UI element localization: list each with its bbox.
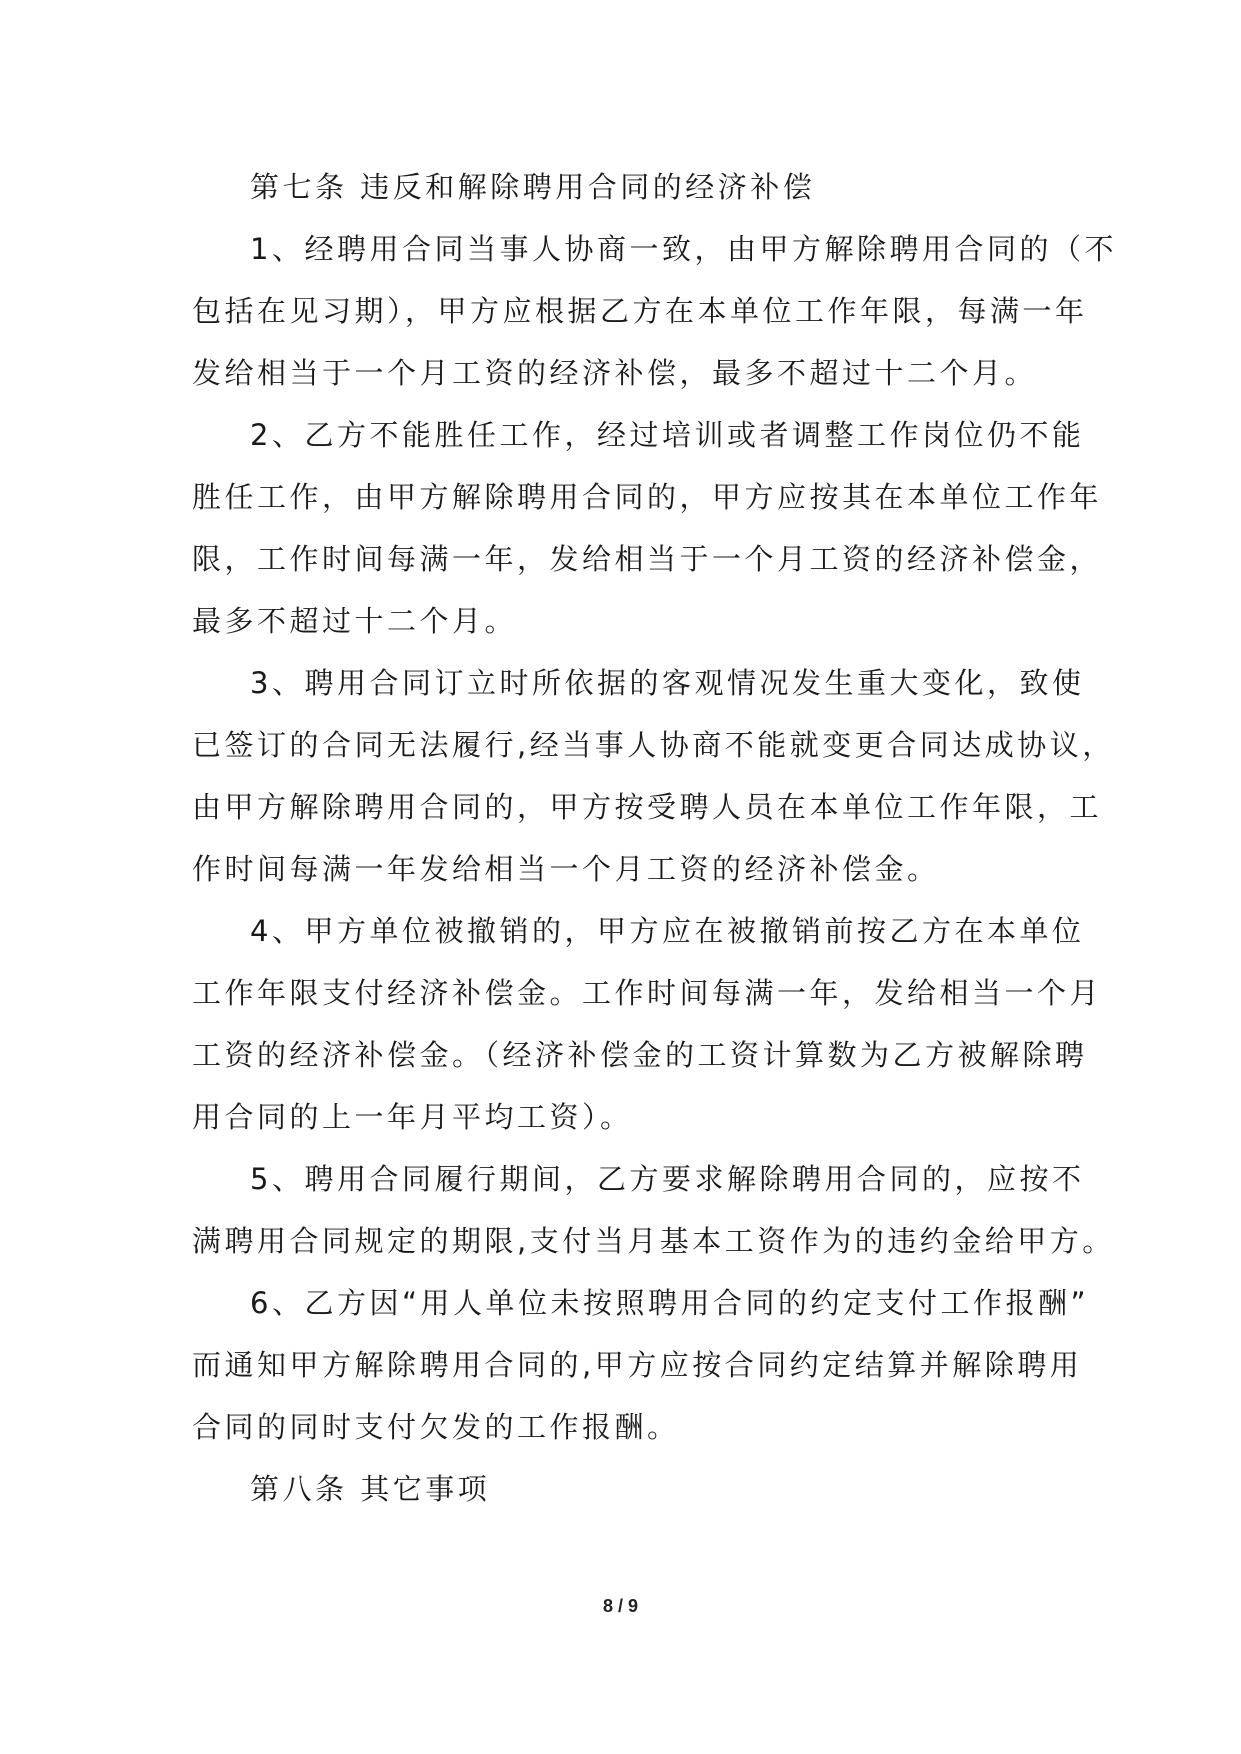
article-8-heading: 第八条 其它事项 xyxy=(250,1472,491,1506)
clause-4-line-3: 工资的经济补偿金。（经济补偿金的工资计算数为乙方被解除聘 xyxy=(192,1038,1088,1072)
page-number: 8 / 9 xyxy=(602,1596,639,1616)
article-7-heading: 第七条 违反和解除聘用合同的经济补偿 xyxy=(250,170,816,204)
clause-1-line-2: 包括在见习期），甲方应根据乙方在本单位工作年限，每满一年 xyxy=(192,294,1088,328)
clause-6-line-1: 6、乙方因“用人单位未按照聘用合同的约定支付工作报酬” xyxy=(250,1286,1089,1320)
clause-2-line-2: 胜任工作，由甲方解除聘用合同的，甲方应按其在本单位工作年 xyxy=(192,480,1103,514)
clause-1-line-1: 1、经聘用合同当事人协商一致，由甲方解除聘用合同的（不 xyxy=(250,232,1117,266)
clause-4-line-1: 4、甲方单位被撤销的，甲方应在被撤销前按乙方在本单位 xyxy=(250,914,1085,948)
clause-3-line-3: 由甲方解除聘用合同的，甲方按受聘人员在本单位工作年限，工 xyxy=(192,790,1103,824)
document-body xyxy=(192,156,1117,1520)
clause-1-line-3: 发给相当于一个月工资的经济补偿，最多不超过十二个月。 xyxy=(192,356,1038,390)
clause-6-line-3: 合同的同时支付欠发的工作报酬。 xyxy=(192,1410,680,1444)
clause-2-line-1: 2、乙方不能胜任工作，经过培训或者调整工作岗位仍不能 xyxy=(250,418,1085,452)
clause-4-line-2: 工作年限支付经济补偿金。工作时间每满一年，发给相当一个月 xyxy=(192,976,1103,1010)
clause-5-line-1: 5、聘用合同履行期间，乙方要求解除聘用合同的，应按不 xyxy=(250,1162,1085,1196)
clause-3-line-2: 已签订的合同无法履行,经当事人协商不能就变更合同达成协议， xyxy=(192,728,1115,762)
clause-5-line-2: 满聘用合同规定的期限,支付当月基本工资作为的违约金给甲方。 xyxy=(192,1224,1115,1258)
clause-2-line-3: 限，工作时间每满一年，发给相当于一个月工资的经济补偿金， xyxy=(192,542,1103,576)
clause-4-line-4: 用合同的上一年月平均工资）。 xyxy=(192,1100,633,1134)
clause-3-line-4: 作时间每满一年发给相当一个月工资的经济补偿金。 xyxy=(192,852,940,886)
clause-6-line-2: 而通知甲方解除聘用合同的,甲方应按合同约定结算并解除聘用 xyxy=(192,1348,1083,1382)
clause-3-line-1: 3、聘用合同订立时所依据的客观情况发生重大变化，致使 xyxy=(250,666,1085,700)
clause-2-line-4: 最多不超过十二个月。 xyxy=(192,604,518,638)
